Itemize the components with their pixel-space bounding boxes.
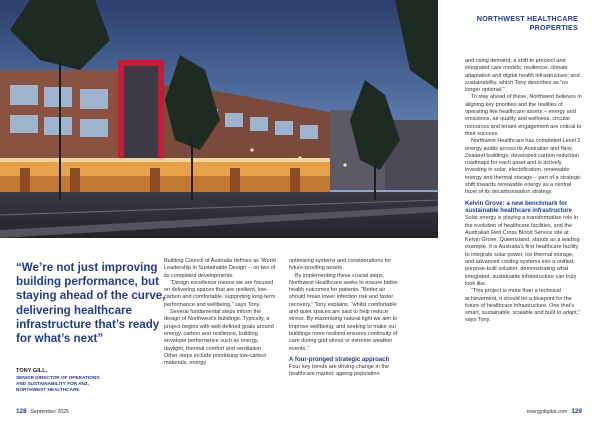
pull-quote: “We’re not just improving building performance, but staying ahead of the curve, delivering healthcare infrastructure that’s ready for what’s next” <box>16 261 166 346</box>
col3-paragraph-3: Northwest Healthcare has completed Level 2 energy audits across its Australian and New Zealand buildings, developed carbon reduction roadmaps for each asset and is actively investing in solar, electrification, renewable energy and thermal storage – part of a strategic shift towards renewable energy as a central facet of its decarbonisation strategy. <box>465 138 581 196</box>
quote-role-line3: NORTHWEST HEALTHCARE <box>16 387 80 392</box>
body-column-2 <box>289 258 402 379</box>
quote-attribution-role <box>16 375 166 393</box>
footer-left <box>16 408 69 415</box>
body-column-1 <box>164 258 277 367</box>
col3-paragraph-1: and rising demand; a shift to precinct and integrated care models; resilience; climate adaptation and digital health infrastructure; and sustainability, which Tony describes as “no longer optional.” <box>465 58 580 94</box>
quote-attribution-name: TONY GILL, <box>16 368 48 374</box>
col1-paragraph-3: Several fundamental steps inform the design of Northwest’s buildings. Typically, a project begins with well-defined goals around energy, carbon and resilience, building envelope performance such as energy, daylight, thermal comfort and ventilation. Other steps include prioritising low-carbon materials, energy <box>164 309 274 367</box>
section-tag-line1: NORTHWEST HEALTHCARE <box>476 14 578 23</box>
col3-paragraph-5: “This project is more than a technical achievement, it should be a blueprint for the future of healthcare infrastructure. One that’s smart, sustainable, scalable and built to adapt,” says Tony. <box>465 288 580 324</box>
col2-paragraph-1: optimising systems and considerations for future-proofing assets. <box>289 258 392 272</box>
section-tag <box>477 14 578 32</box>
page-number-left: 128 <box>16 408 27 415</box>
col2-paragraph-3: Four key trends are driving change in the healthcare market: ageing population <box>289 364 389 378</box>
page-number-right: 129 <box>571 408 582 415</box>
footer-right <box>527 408 582 415</box>
col2-paragraph-2: By implementing these crucial steps, Northwest Healthcare seeks to ensure better health outcomes for patients. “Better air should mean lower infection risk and faster recovery,” Tony explains, “whilst comfortable and quiet spaces are said to help reduce stress. By maximising natural light we aim to improve wellbeing, and seeking to make our buildings more resilient ensures continuity of care during grid stress or extreme weather events.” <box>289 272 398 352</box>
section-tag-line2: PROPERTIES <box>529 23 578 32</box>
quote-role-line1: SENIOR DIRECTOR OF OPERATIONS <box>16 375 100 380</box>
col2-subheading: A four-pronged strategic approach <box>289 355 390 363</box>
col3-paragraph-2: To stay ahead of these, Northwest believes in aligning key priorities and the realities of operating live healthcare assets – energy and emissions, air quality and wellness, circular resources and tenant engagement are critical to their success. <box>465 94 582 137</box>
building-photo <box>0 0 438 238</box>
body-column-3 <box>465 58 583 325</box>
issue-date: September 2025 <box>30 409 70 415</box>
col1-paragraph-1: Building Council of Australia defines as ‘World Leadership in Sustainable Design’ – on two of its completed developments. <box>164 258 276 279</box>
col3-subheading: Kelvin Grove: a new benchmark for sustainable healthcare infrastructure <box>465 199 573 214</box>
col1-paragraph-2: “Design excellence means we are focused on delivering spaces that are resilient, low-carbon and comfortable, supporting long-term performance and wellbeing,” says Tony. <box>164 279 276 308</box>
quote-role-line2: AND SUSTAINABILITY FOR ANZ, <box>16 381 90 386</box>
site-name[interactable]: energydigital.com <box>526 409 568 415</box>
col3-paragraph-4: Solar energy is playing a transformative role in the evolution of healthcare facilities, and the Australian Red Cross Blood Service site at Kelvin Grove, Queensland, stands as a leading example. It is Australia’s first healthcare facility to integrate solar power, ice thermal storage, and advanced cooling systems into a unified, purpose-built solution, demonstrating what integrated, sustainable infrastructure can truly look like. <box>465 215 580 287</box>
